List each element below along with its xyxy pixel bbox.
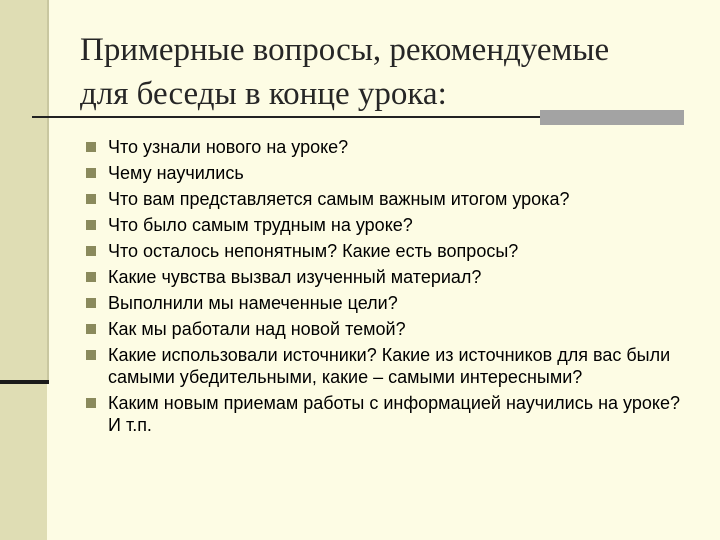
list-item: Что узнали нового на уроке? <box>84 134 694 160</box>
square-bullet-icon <box>86 324 96 334</box>
list-item: Что вам представляется самым важным итогом урока? <box>84 186 694 212</box>
slide-title-line-2: для беседы в конце урока: <box>80 76 447 112</box>
square-bullet-icon <box>86 246 96 256</box>
list-item: Какие чувства вызвал изученный материал? <box>84 264 694 290</box>
list-item: Что осталось непонятным? Какие есть вопросы? <box>84 238 694 264</box>
square-bullet-icon <box>86 168 96 178</box>
side-band-marker <box>0 380 49 384</box>
square-bullet-icon <box>86 298 96 308</box>
question-list <box>84 134 694 438</box>
square-bullet-icon <box>86 194 96 204</box>
list-item: Что было самым трудным на уроке? <box>84 212 694 238</box>
square-bullet-icon <box>86 350 96 360</box>
list-item: Каким новым приемам работы с информацией научились на уроке? И т.п. <box>84 390 694 438</box>
square-bullet-icon <box>86 398 96 408</box>
title-underline-block <box>540 110 684 125</box>
square-bullet-icon <box>86 272 96 282</box>
list-item: Выполнили мы намеченные цели? <box>84 290 694 316</box>
side-band <box>0 0 47 540</box>
square-bullet-icon <box>86 220 96 230</box>
list-item: Какие использовали источники? Какие из источников для вас были самыми убедительными, какие – самыми интересными? <box>84 342 694 390</box>
list-item: Как мы работали над новой темой? <box>84 316 694 342</box>
slide-title-line-1: Примерные вопросы, рекомендуемые <box>80 32 610 68</box>
list-item: Чему научились <box>84 160 694 186</box>
slide-title <box>80 28 700 116</box>
side-band-divider <box>47 0 49 384</box>
square-bullet-icon <box>86 142 96 152</box>
